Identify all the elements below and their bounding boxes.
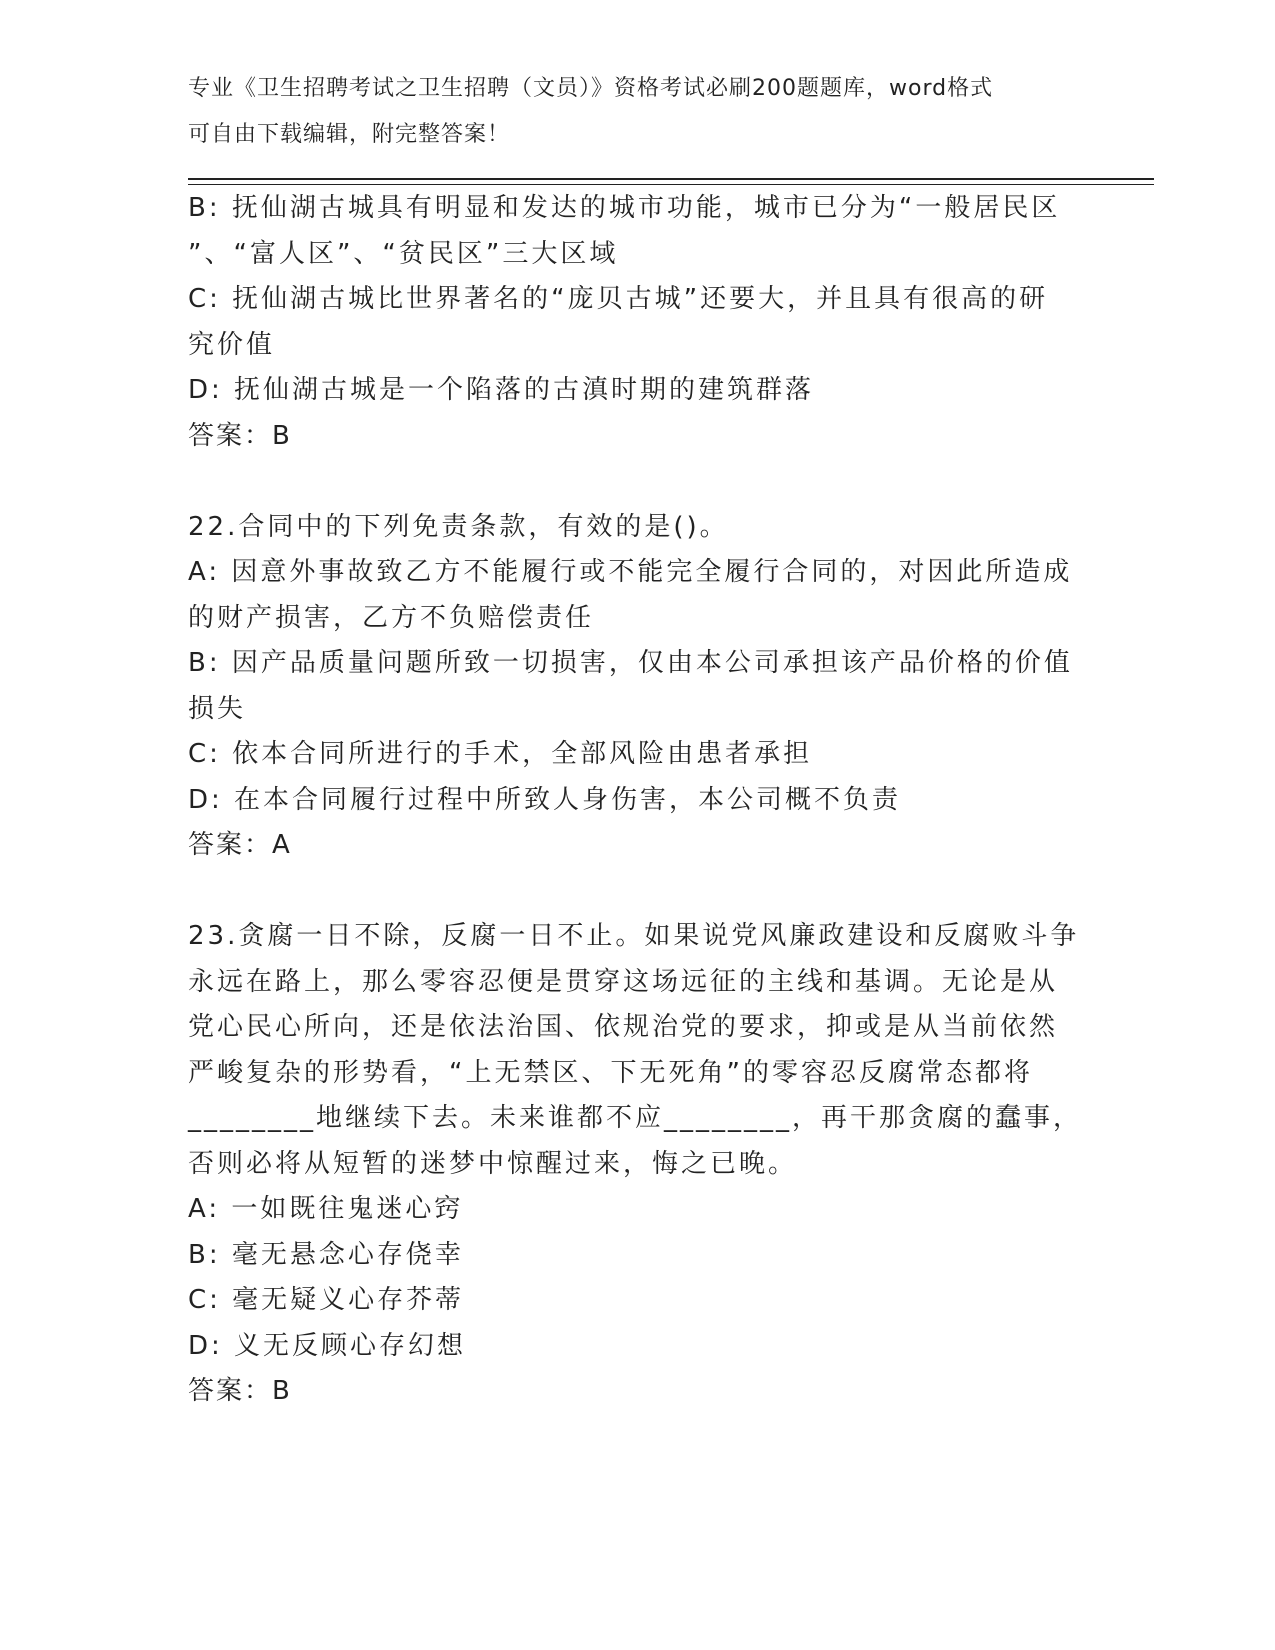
- stem-line: ________地继续下去。未来谁都不应________，再干那贪腐的蠢事，: [188, 1103, 1083, 1133]
- option-line: D: 在本合同履行过程中所致人身伤害，本公司概不负责: [188, 784, 902, 815]
- option-b: [188, 641, 1088, 732]
- stem-line: 23.贪腐一日不除，反腐一日不止。如果说党风廉政建设和反腐败斗争: [188, 921, 1080, 951]
- option-line: ”、“富人区”、“贫民区”三大区域: [188, 238, 619, 269]
- option-d: [188, 778, 1088, 824]
- stem-line: 否则必将从短暂的迷梦中惊醒过来，悔之已晚。: [188, 1148, 798, 1179]
- option-line: B: 因产品质量问题所致一切损害，仅由本公司承担该产品价格的价值: [188, 648, 1073, 678]
- option-line: B: 抚仙湖古城具有明显和发达的城市功能，城市已分为“一般居民区: [188, 193, 1061, 223]
- option-a: [188, 550, 1088, 641]
- option-line: 究价值: [188, 329, 276, 360]
- option-c: [188, 732, 1088, 778]
- option-line: 损失: [188, 693, 247, 724]
- answer-line: 答案：B: [188, 1376, 292, 1406]
- option-line: D: 抚仙湖古城是一个陷落的古滇时期的建筑群落: [188, 375, 815, 405]
- option-c: [188, 277, 1088, 368]
- spacer: [188, 459, 1088, 505]
- option-b: [188, 1233, 1088, 1279]
- option-line: B: 毫无悬念心存侥幸: [188, 1239, 464, 1270]
- option-line: 的财产损害，乙方不负赔偿责任: [188, 602, 595, 633]
- document-body: [188, 186, 1088, 1415]
- option-line: A: 因意外事故致乙方不能履行或不能完全履行合同的，对因此所造成: [188, 557, 1073, 587]
- option-line: C: 毫无疑义心存芥蒂: [188, 1285, 465, 1315]
- stem-line: 永远在路上，那么零容忍便是贯穿这场远征的主线和基调。无论是从: [188, 966, 1059, 997]
- option-a: [188, 1187, 1088, 1233]
- header-line: 可自由下载编辑，附完整答案！: [188, 121, 511, 147]
- question-22: [188, 505, 1088, 869]
- question-21: [188, 186, 1088, 459]
- option-b: [188, 186, 1088, 277]
- document-header: [188, 72, 1088, 163]
- option-line: D: 义无反顾心存幻想: [188, 1330, 467, 1361]
- question-23: [188, 914, 1088, 1415]
- stem-line: 党心民心所向，还是依法治国、依规治党的要求，抑或是从当前依然: [188, 1012, 1059, 1042]
- header-line: 专业《卫生招聘考试之卫生招聘（文员）》资格考试必刷200题题库，word格式: [188, 76, 994, 101]
- spacer: [188, 869, 1088, 915]
- option-line: A: 一如既往鬼迷心窍: [188, 1194, 464, 1224]
- option-d: [188, 368, 1088, 414]
- answer-line: 答案：B: [188, 420, 292, 451]
- option-line: C: 抚仙湖古城比世界著名的“庞贝古城”还要大，并且具有很高的研: [188, 284, 1049, 314]
- header-divider-thin: [188, 184, 1154, 185]
- header-divider-thick: [188, 178, 1154, 180]
- question-stem: 22.合同中的下列免责条款，有效的是()。: [188, 511, 729, 542]
- question-stem: [188, 914, 1088, 1187]
- answer-line: 答案：A: [188, 830, 292, 860]
- option-d: [188, 1324, 1088, 1370]
- option-c: [188, 1278, 1088, 1324]
- stem-line: 严峻复杂的形势看，“上无禁区、下无死角”的零容忍反腐常态都将: [188, 1057, 1033, 1088]
- option-line: C: 依本合同所进行的手术，全部风险由患者承担: [188, 739, 813, 769]
